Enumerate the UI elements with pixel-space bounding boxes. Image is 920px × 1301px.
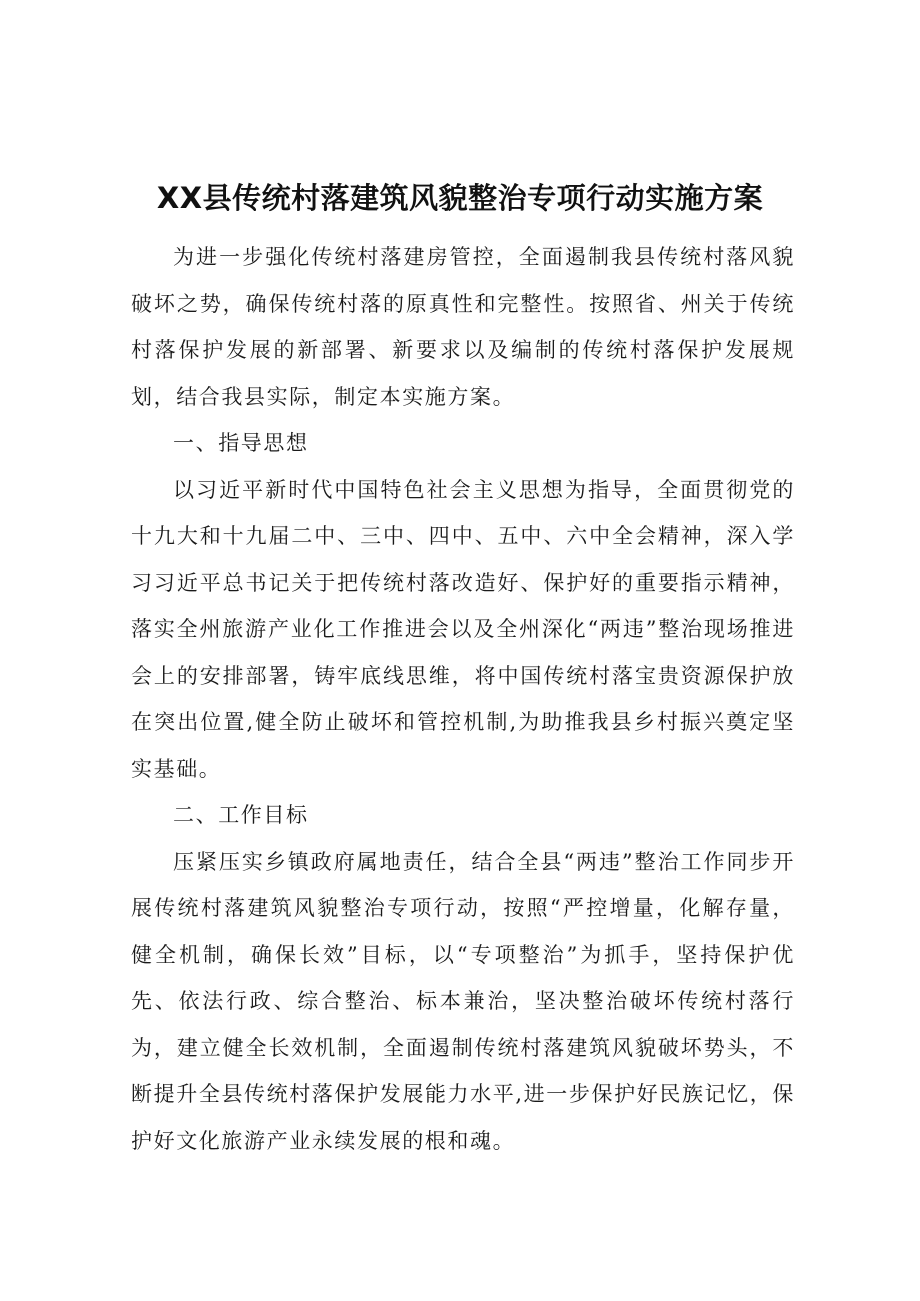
intro-paragraph: 为进一步强化传统村落建房管控，全面遏制我县传统村落风貌破坏之势，确保传统村落的原真性和完整性。按照省、州关于传统村落保护发展的新部署、新要求以及编制的传统村落保护发展规划，结合我县实际，制定本实施方案。 bbox=[131, 245, 795, 409]
document-body bbox=[131, 234, 795, 1164]
section-body-work-goals: 压紧压实乡镇政府属地责任，结合全县“两违”整治工作同步开展传统村落建筑风貌整治专项行动，按照“严控增量，化解存量，健全机制，确保长效”目标，以“专项整治”为抓手，坚持保护优先、依法行政、综合整治、标本兼治，坚决整治破坏传统村落行为，建立健全长效机制，全面遏制传统村落建筑风貌破坏势头，不断提升全县传统村落保护发展能力水平,进一步保护好民族记忆，保护好文化旅游产业永续发展的根和魂。 bbox=[131, 849, 795, 1153]
section-body-guiding-ideology: 以习近平新时代中国特色社会主义思想为指导，全面贯彻党的十九大和十九届二中、三中、四中、五中、六中全会精神，深入学习习近平总书记关于把传统村落改造好、保护好的重要指示精神，落实全州旅游产业化工作推进会以及全州深化“两违”整治现场推进会上的安排部署，铸牢底线思维，将中国传统村落宝贵资源保护放在突出位置,健全防止破坏和管控机制,为助推我县乡村振兴奠定坚实基础。 bbox=[131, 477, 795, 781]
document-title: XX县传统村落建筑风貌整治专项行动实施方案 bbox=[156, 181, 764, 215]
section-heading-guiding-ideology: 一、指导思想 bbox=[173, 431, 309, 455]
section-heading-work-goals: 二、工作目标 bbox=[173, 803, 309, 827]
